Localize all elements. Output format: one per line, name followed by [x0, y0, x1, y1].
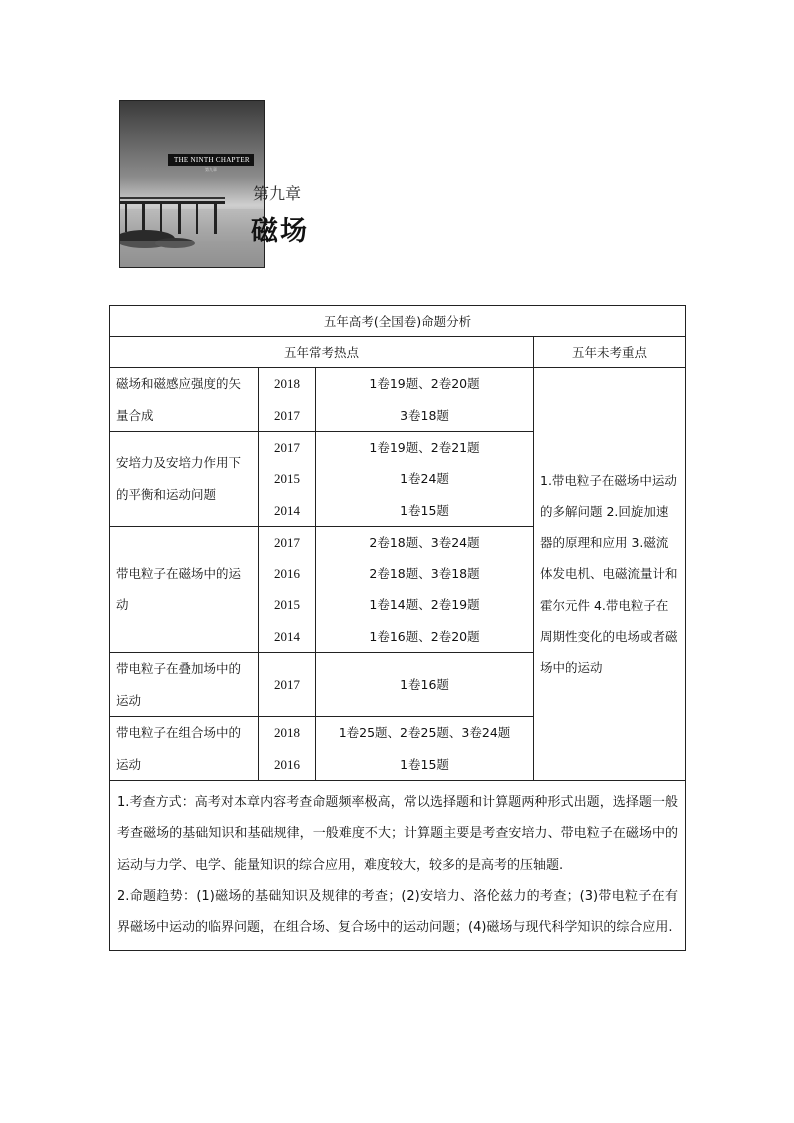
- years-cell: [259, 432, 316, 527]
- exam-analysis-table: [109, 305, 686, 951]
- paper-item: 1卷19题、2卷20题: [369, 376, 480, 392]
- year: 2014: [274, 628, 300, 644]
- table-caption: 五年高考(全国卷)命题分析: [110, 306, 686, 337]
- paper-item: 1卷16题、2卷20题: [369, 628, 480, 644]
- paper-item: 2卷18题、3卷18题: [369, 566, 480, 582]
- papers-cell: [316, 526, 534, 652]
- untested-focus-cell: 1.带电粒子在磁场中运动的多解问题 2.回旋加速器的原理和应用 3.磁流体发电机、电磁流量计和霍尔元件 4.带电粒子在周期性变化的电场或者磁场中的运动: [534, 368, 686, 781]
- topic-cell: 磁场和磁感应强度的矢量合成: [110, 368, 259, 432]
- year: 2015: [274, 597, 300, 613]
- paper-item: 1卷19题、2卷21题: [369, 440, 480, 455]
- chapter-title: 磁场: [251, 216, 309, 247]
- year: 2017: [274, 440, 300, 455]
- years-cell: [259, 526, 316, 652]
- papers-cell: [316, 432, 534, 527]
- paper-item: 1卷16题: [400, 676, 449, 692]
- topic-cell: 安培力及安培力作用下的平衡和运动问题: [110, 432, 259, 527]
- paper-item: 1卷15题: [400, 756, 449, 772]
- topic-cell: 带电粒子在磁场中的运动: [110, 526, 259, 652]
- years-cell: [259, 717, 316, 781]
- papers-cell: [316, 717, 534, 781]
- year: 2014: [274, 502, 300, 518]
- topic-cell: 带电粒子在叠加场中的运动: [110, 653, 259, 717]
- chapter-number: 第九章: [253, 184, 302, 203]
- exam-style-note: 1.考查方式：高考对本章内容考查命题频率极高，常以选择题和计算题两种形式出题，选择题一般考查磁场的基础知识和基础规律，一般难度不大；计算题主要是考查安培力、带电粒子在磁场中的运动与力学、电学、能量知识的综合应用，难度较大，较多的是高考的压轴题.: [117, 795, 679, 873]
- year: 2016: [274, 756, 300, 772]
- header-untested-focus: 五年未考重点: [534, 337, 686, 368]
- years-cell: [259, 368, 316, 432]
- year: 2018: [274, 725, 300, 741]
- analysis-notes-cell: [110, 781, 686, 950]
- pier-photo: [120, 101, 265, 268]
- paper-item: 3卷18题: [400, 407, 449, 423]
- paper-item: 1卷24题: [400, 471, 449, 487]
- year: 2017: [274, 407, 300, 423]
- topic-cell: 带电粒子在组合场中的运动: [110, 717, 259, 781]
- year: 2017: [274, 676, 300, 692]
- year: 2018: [274, 376, 300, 392]
- year: 2015: [274, 471, 300, 487]
- paper-item: 1卷15题: [400, 502, 449, 518]
- year: 2016: [274, 566, 300, 582]
- year: 2017: [274, 534, 300, 550]
- papers-cell: [316, 368, 534, 432]
- papers-cell: [316, 653, 534, 717]
- paper-item: 1卷14题、2卷19题: [369, 597, 480, 613]
- cover-small-text: 第九章: [205, 167, 217, 172]
- paper-item: 2卷18题、3卷24题: [369, 534, 480, 550]
- header-hot-topics: 五年常考热点: [110, 337, 534, 368]
- trend-note: 2.命题趋势：(1)磁场的基础知识及规律的考查；(2)安培力、洛伦兹力的考查；(3)带电粒子在有界磁场中运动的临界问题，在组合场、复合场中的运动问题；(4)磁场与现代科学知识的综合应用.: [117, 888, 679, 936]
- chapter-cover-image: [119, 100, 265, 268]
- cover-chapter-label: THE NINTH CHAPTER: [168, 154, 254, 166]
- paper-item: 1卷25题、2卷25题、3卷24题: [338, 725, 511, 741]
- years-cell: [259, 653, 316, 717]
